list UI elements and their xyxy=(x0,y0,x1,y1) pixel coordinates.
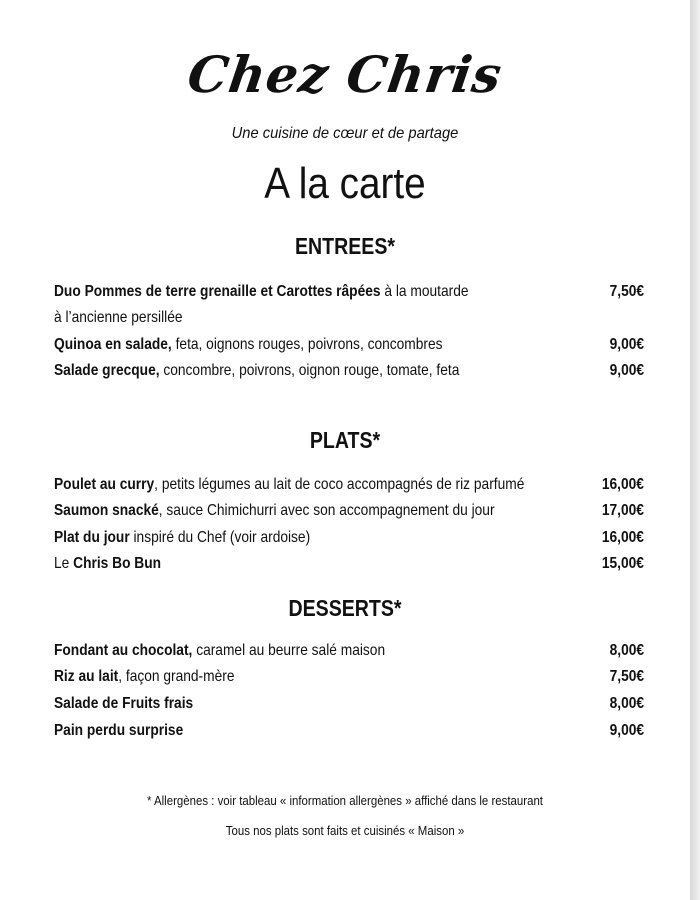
menu-item-description xyxy=(54,473,525,497)
menu-item-entree-3 xyxy=(54,359,644,383)
menu-item-name: Quinoa en salade, xyxy=(54,336,172,353)
menu-item-description xyxy=(54,526,510,550)
allergens-note: * Allergènes : voir tableau « information allergènes » affiché dans le restaurant xyxy=(147,793,543,808)
section-title-entrees: ENTREES* xyxy=(295,233,395,259)
menu-item-dessert-3 xyxy=(54,692,644,716)
menu-item-description xyxy=(54,719,510,743)
menu-item-name: Chris Bo Bun xyxy=(73,555,162,572)
menu-item-details: à la moutarde xyxy=(380,283,469,300)
menu-item-price: 9,00€ xyxy=(609,362,644,379)
menu-item-price: 8,00€ xyxy=(609,642,644,659)
menu-item-name: Riz au lait xyxy=(54,668,119,685)
menu-item-plat-3 xyxy=(54,526,644,550)
menu-item-name: Plat du jour xyxy=(54,529,130,546)
menu-item-description xyxy=(54,333,510,357)
menu-item-price: 7,50€ xyxy=(609,283,644,300)
menu-item-price: 16,00€ xyxy=(601,529,644,546)
menu-item-entree-1 xyxy=(54,280,644,304)
menu-item-price: 17,00€ xyxy=(601,502,644,519)
section-title-desserts: DESSERTS* xyxy=(288,595,402,621)
menu-item-description xyxy=(54,499,510,523)
menu-item-details: caramel au beurre salé maison xyxy=(192,642,386,659)
menu-item-description xyxy=(54,639,510,663)
menu-item-description xyxy=(54,665,510,689)
restaurant-logo-title: Chez Chris xyxy=(184,45,506,104)
restaurant-tagline: Une cuisine de cœur et de partage xyxy=(231,125,459,142)
menu-item-price: 9,00€ xyxy=(609,722,644,739)
menu-item-name: Pain perdu surprise xyxy=(54,722,184,739)
menu-item-name: Salade de Fruits frais xyxy=(54,695,194,712)
menu-item-name: Poulet au curry xyxy=(54,476,155,493)
menu-item-details: feta, oignons rouges, poivrons, concombres xyxy=(171,336,443,353)
menu-item-dessert-4 xyxy=(54,719,644,743)
menu-item-plat-4 xyxy=(54,552,644,576)
menu-item-name: Salade grecque, xyxy=(54,362,160,379)
menu-item-name: Saumon snacké xyxy=(54,502,159,519)
menu-item-description xyxy=(54,359,510,383)
menu-item-entree-2 xyxy=(54,333,644,357)
menu-item-plat-2 xyxy=(54,499,644,523)
menu-item-details: concombre, poivrons, oignon rouge, tomate, feta xyxy=(159,362,460,379)
menu-item-plat-1 xyxy=(54,473,644,497)
page-edge-shadow xyxy=(690,0,700,900)
menu-item-name: Fondant au chocolat, xyxy=(54,642,193,659)
homemade-note: Tous nos plats sont faits et cuisinés « Maison » xyxy=(225,823,465,838)
menu-item-dessert-2 xyxy=(54,665,644,689)
section-title-plats: PLATS* xyxy=(309,427,381,453)
menu-item-details: , façon grand-mère xyxy=(118,668,235,685)
menu-item-price: 7,50€ xyxy=(609,668,644,685)
menu-item-dessert-1 xyxy=(54,639,644,663)
menu-title: A la carte xyxy=(264,159,426,208)
menu-item-details: , sauce Chimichurri avec son accompagnement du jour xyxy=(158,502,495,519)
menu-item-price: 9,00€ xyxy=(609,336,644,353)
menu-item-description xyxy=(54,552,510,576)
menu-item-description xyxy=(54,692,510,716)
menu-item-price: 16,00€ xyxy=(601,476,644,493)
menu-item-price: 8,00€ xyxy=(609,695,644,712)
menu-item-details: inspiré du Chef (voir ardoise) xyxy=(129,529,311,546)
menu-item-name: Duo Pommes de terre grenaille et Carottes râpées xyxy=(54,283,381,300)
menu-item-description xyxy=(54,280,510,304)
menu-item-price: 15,00€ xyxy=(601,555,644,572)
menu-item-details: , petits légumes au lait de coco accompagnés de riz parfumé xyxy=(154,476,525,493)
menu-item-prefix: Le xyxy=(54,555,74,572)
menu-item-details-continued: à l’ancienne persillée xyxy=(54,309,183,326)
